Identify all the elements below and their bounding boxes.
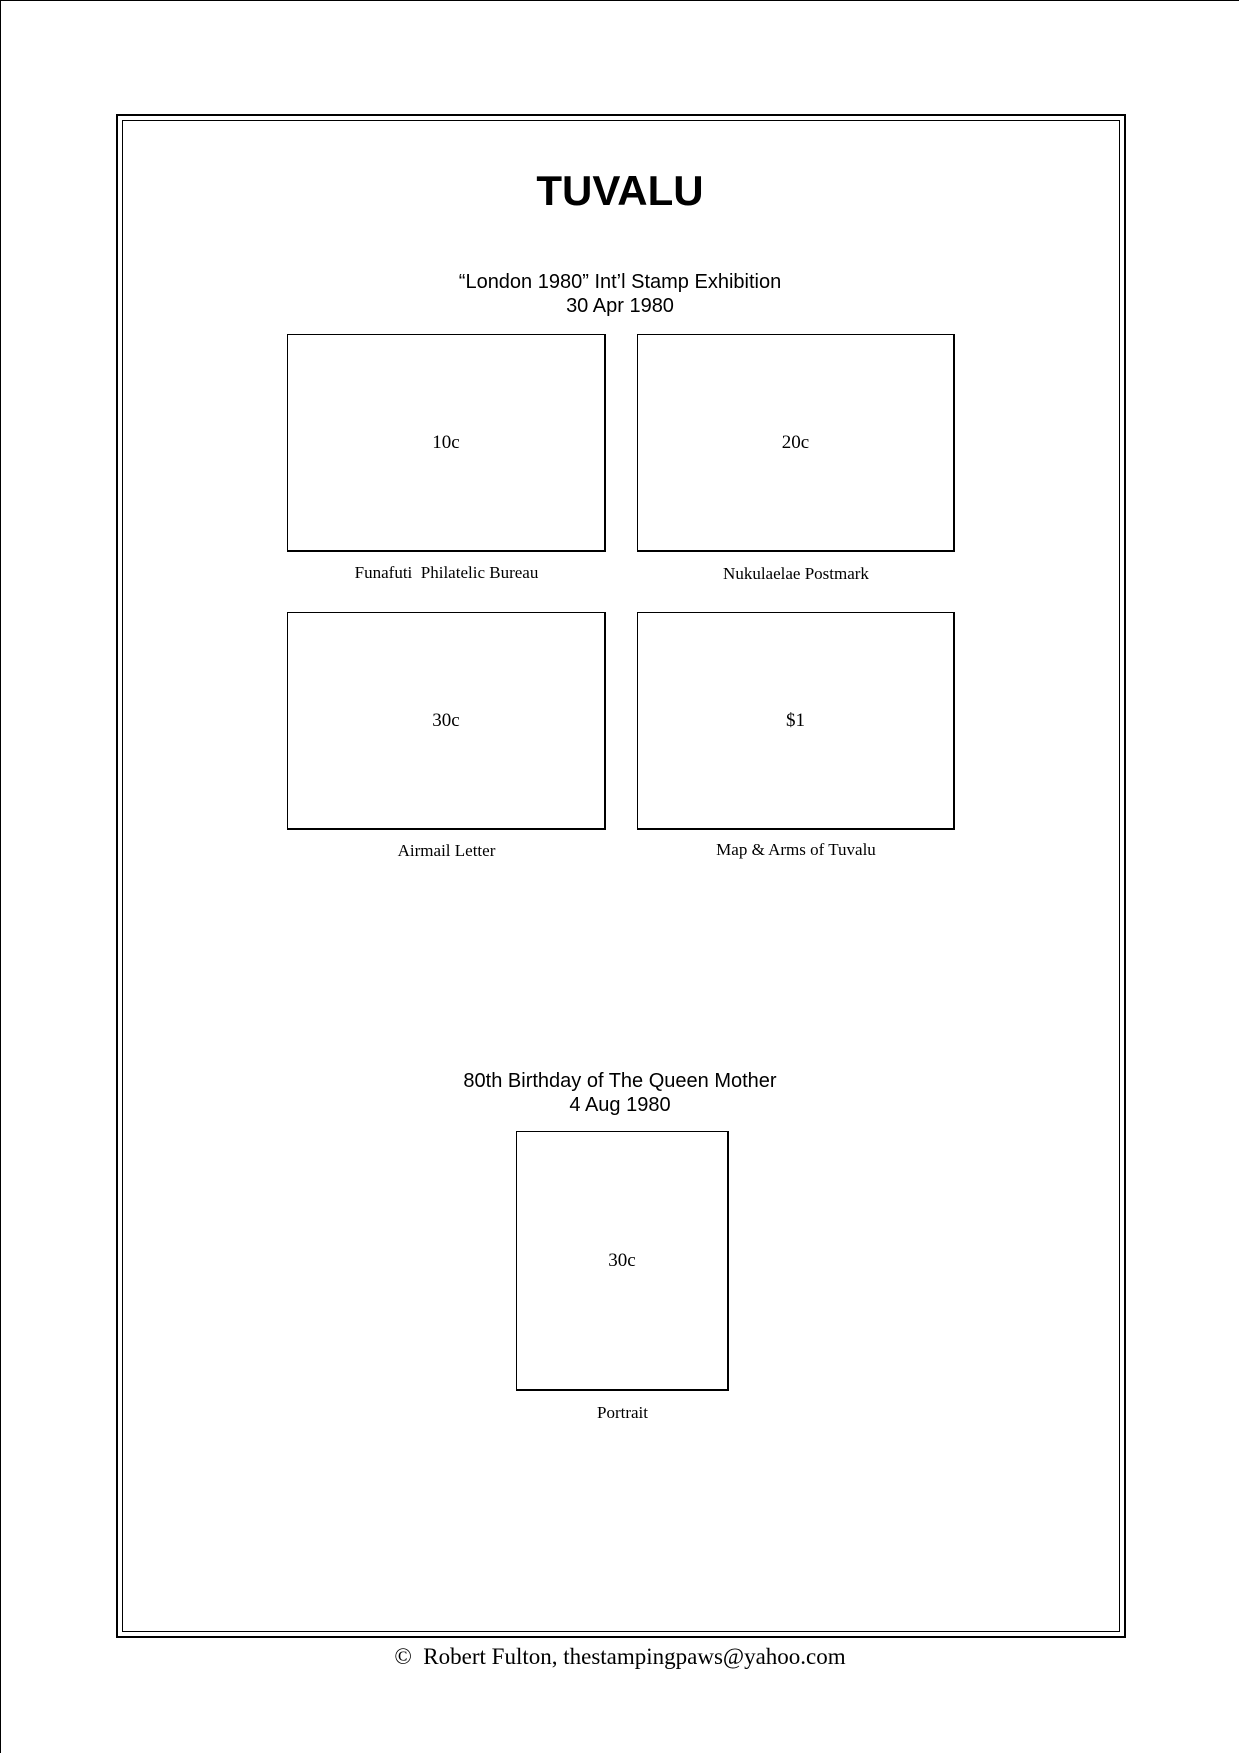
- stamp-denomination: 20c: [781, 431, 810, 453]
- stamp-caption: Portrait: [597, 1403, 648, 1422]
- stamp-denomination: $1: [786, 709, 805, 731]
- issue-2-name: 80th Birthday of The Queen Mother: [463, 1070, 777, 1092]
- stamp-denomination: 30c: [608, 1249, 636, 1271]
- issue-1-date: 30 Apr 1980: [566, 295, 674, 317]
- stamp-space-1-3: [287, 612, 606, 830]
- stamp-space-2-1: [516, 1131, 729, 1391]
- stamp-space-1-1: [287, 334, 606, 552]
- stamp-denomination: 30c: [432, 709, 460, 731]
- copyright-footer: © Robert Fulton, thestampingpaws@yahoo.com: [394, 1644, 846, 1669]
- issue-1-name: “London 1980” Int’l Stamp Exhibition: [458, 271, 782, 293]
- stamp-space-1-2: [637, 334, 955, 552]
- stamp-caption: Nukulaelae Postmark: [723, 564, 869, 583]
- stamp-space-1-4: [637, 612, 955, 830]
- stamp-caption: Map & Arms of Tuvalu: [716, 840, 876, 859]
- stamp-denomination: 10c: [432, 431, 460, 453]
- stamp-caption: Funafuti Philatelic Bureau: [354, 563, 539, 582]
- page-title: TUVALU: [536, 167, 704, 214]
- stamp-caption: Airmail Letter: [397, 841, 496, 860]
- issue-2-date: 4 Aug 1980: [569, 1094, 671, 1116]
